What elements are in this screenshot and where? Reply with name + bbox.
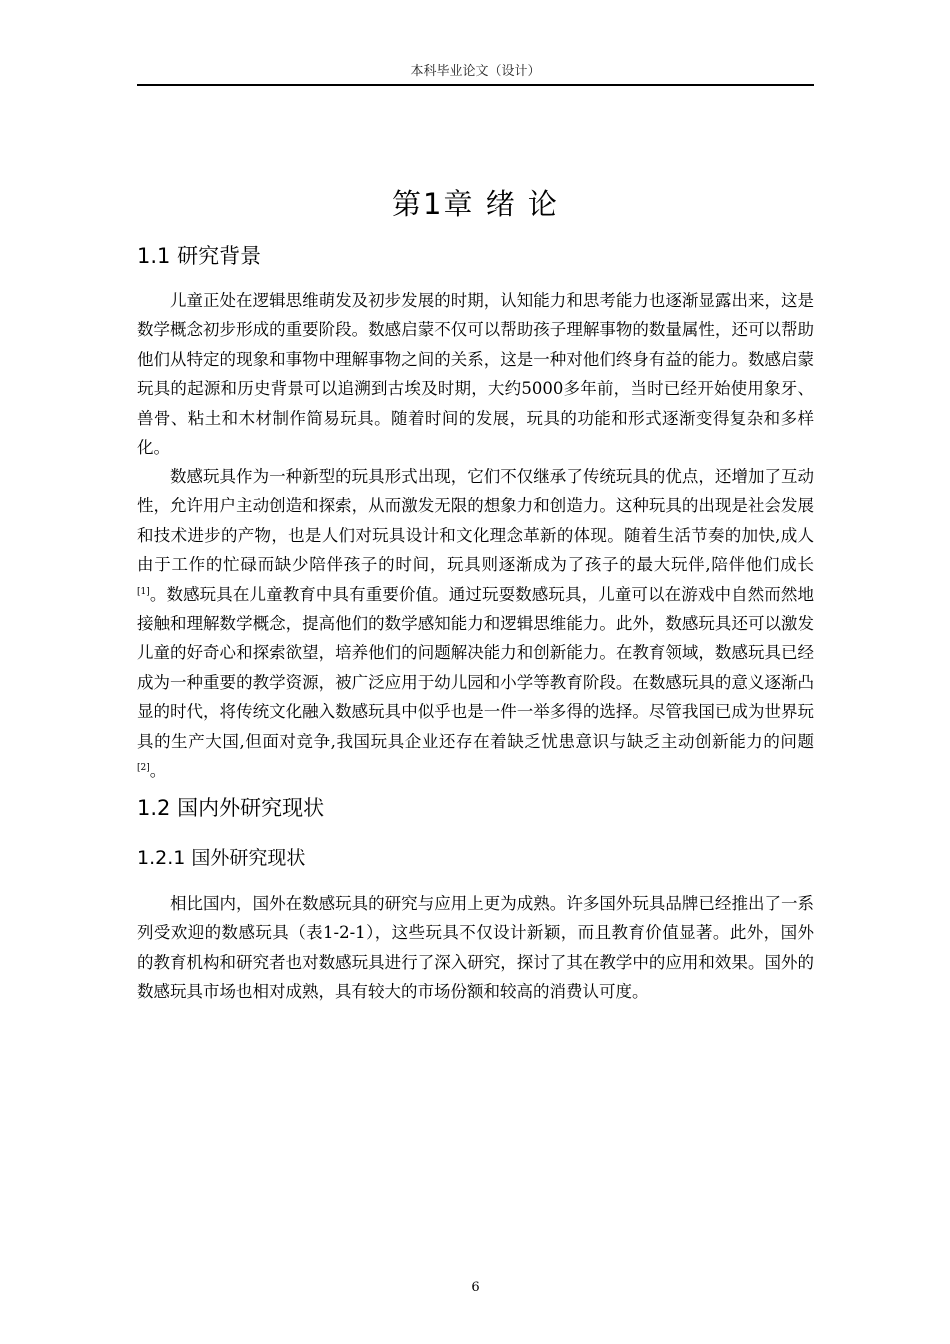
paragraph-1-1-2 — [137, 462, 814, 785]
paragraph-1-2-1-1: 相比国内，国外在数感玩具的研究与应用上更为成熟。许多国外玩具品牌已经推出了一系列受欢迎的数感玩具（表1-2-1），这些玩具不仅设计新颖，而且教育价值显著。此外，国外的教育机构和研究者也对数感玩具进行了深入研究，探讨了其在教学中的应用和效果。国外的数感玩具市场也相对成熟，具有较大的市场份额和较高的消费认可度。 — [137, 894, 814, 1002]
citation-ref: [1] — [137, 586, 150, 597]
running-header: 本科毕业论文（设计） — [410, 64, 541, 79]
paragraph-text: 。 — [149, 761, 167, 781]
section-heading-1-2: 1.2 国内外研究现状 — [137, 796, 325, 820]
paragraph-1-1-1: 儿童正处在逻辑思维萌发及初步发展的时期，认知能力和思考能力也逐渐显露出来，这是数学概念初步形成的重要阶段。数感启蒙不仅可以帮助孩子理解事物的数量属性，还可以帮助他们从特定的现象和事物中理解事物之间的关系，这是一种对他们终身有益的能力。数感启蒙玩具的起源和历史背景可以追溯到古埃及时期，大约5000多年前，当时已经开始使用象牙、兽骨、粘土和木材制作简易玩具。随着时间的发展，玩具的功能和形式逐渐变得复杂和多样化。 — [137, 291, 814, 458]
header-rule — [137, 84, 814, 86]
page-number: 6 — [471, 1280, 480, 1295]
section-heading-1-1: 1.1 研究背景 — [137, 244, 262, 268]
section-heading-1-2-1: 1.2.1 国外研究现状 — [137, 847, 306, 869]
paragraph-text: 。数感玩具在儿童教育中具有重要价值。通过玩耍数感玩具，儿童可以在游戏中自然而然地接触和理解数学概念，提高他们的数学感知能力和逻辑思维能力。此外，数感玩具还可以激发儿童的好奇心和探索欲望，培养他们的问题解决能力和创新能力。在教育领域，数感玩具已经成为一种重要的教学资源，被广泛应用于幼儿园和小学等教育阶段。在数感玩具的意义逐渐凸显的时代，将传统文化融入数感玩具中似乎也是一件一举多得的选择。尽管我国已成为世界玩具的生产大国,但面对竞争,我国玩具企业还存在着缺乏忧患意识与缺乏主动创新能力的问题 — [137, 584, 814, 751]
chapter-title: 第1章 绪 论 — [392, 187, 559, 221]
citation-ref: [2] — [137, 763, 150, 774]
paragraph-text: 数感玩具作为一种新型的玩具形式出现，它们不仅继承了传统玩具的优点，还增加了互动性，允许用户主动创造和探索，从而激发无限的想象力和创造力。这种玩具的出现是社会发展和技术进步的产物，也是人们对玩具设计和文化理念革新的体现。随着生活节奏的加快,成人由于工作的忙碌而缺少陪伴孩子的时间，玩具则逐渐成为了孩子的最大玩伴,陪伴他们成长 — [137, 467, 814, 575]
